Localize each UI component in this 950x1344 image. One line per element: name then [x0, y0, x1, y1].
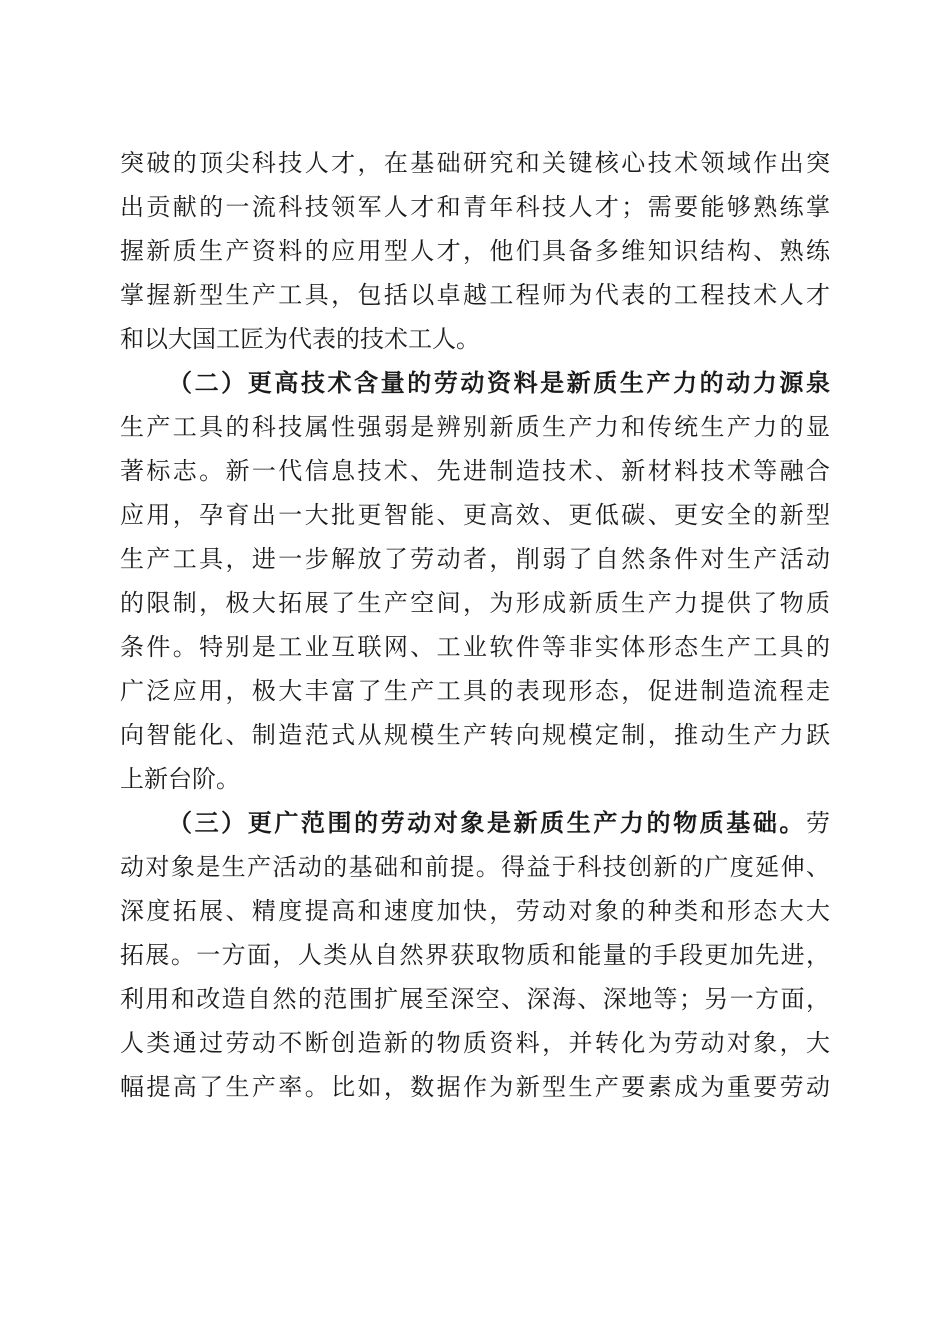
text-line: 出贡献的一流科技领军人才和青年科技人才；需要能够熟练掌 [120, 193, 830, 221]
section-heading-line [120, 801, 830, 845]
text-line: 利用和改造自然的范围扩展至深空、深海、深地等；另一方面， [120, 985, 830, 1013]
text-line: 生产工具的科技属性强弱是辨别新质生产力和传统生产力的显 [120, 413, 830, 441]
text-line: 的限制，极大拓展了生产空间，为形成新质生产力提供了物质 [120, 589, 830, 617]
text-line: 拓展。一方面，人类从自然界获取物质和能量的手段更加先进， [120, 941, 830, 969]
text-line: 人类通过劳动不断创造新的物质资料，并转化为劳动对象，大 [120, 1029, 830, 1057]
text-line: 幅提高了生产率。比如，数据作为新型生产要素成为重要劳动 [120, 1073, 830, 1101]
paragraph-section-3 [120, 801, 830, 1109]
text-line: 应用，孕育出一大批更智能、更高效、更低碳、更安全的新型 [120, 501, 830, 529]
section-heading: （三）更广范围的劳动对象是新质生产力的物质基础。 [168, 808, 806, 837]
text-line: 向智能化、制造范式从规模生产转向规模定制，推动生产力跃 [120, 721, 830, 749]
heading-tail-text: 劳 [806, 809, 830, 837]
text-line: 和以大国工匠为代表的技术工人。 [120, 325, 480, 353]
text-line: 上新台阶。 [120, 765, 240, 793]
paragraph-section-2 [120, 361, 830, 801]
text-line: 著标志。新一代信息技术、先进制造技术、新材料技术等融合 [120, 457, 830, 485]
text-line: 掌握新型生产工具，包括以卓越工程师为代表的工程技术人才 [120, 281, 830, 309]
paragraph-intro [120, 141, 830, 361]
section-heading: （二）更高技术含量的劳动资料是新质生产力的动力源泉 [168, 368, 830, 397]
text-line: 生产工具，进一步解放了劳动者，削弱了自然条件对生产活动 [120, 545, 830, 573]
text-line: 条件。特别是工业互联网、工业软件等非实体形态生产工具的 [120, 633, 830, 661]
text-line: 动对象是生产活动的基础和前提。得益于科技创新的广度延伸、 [120, 853, 830, 881]
text-line: 突破的顶尖科技人才，在基础研究和关键核心技术领域作出突 [120, 149, 830, 177]
body-text [120, 141, 830, 1109]
text-line: 握新质生产资料的应用型人才，他们具备多维知识结构、熟练 [120, 237, 830, 265]
text-line: 深度拓展、精度提高和速度加快，劳动对象的种类和形态大大 [120, 897, 830, 925]
text-line: 广泛应用，极大丰富了生产工具的表现形态，促进制造流程走 [120, 677, 830, 705]
